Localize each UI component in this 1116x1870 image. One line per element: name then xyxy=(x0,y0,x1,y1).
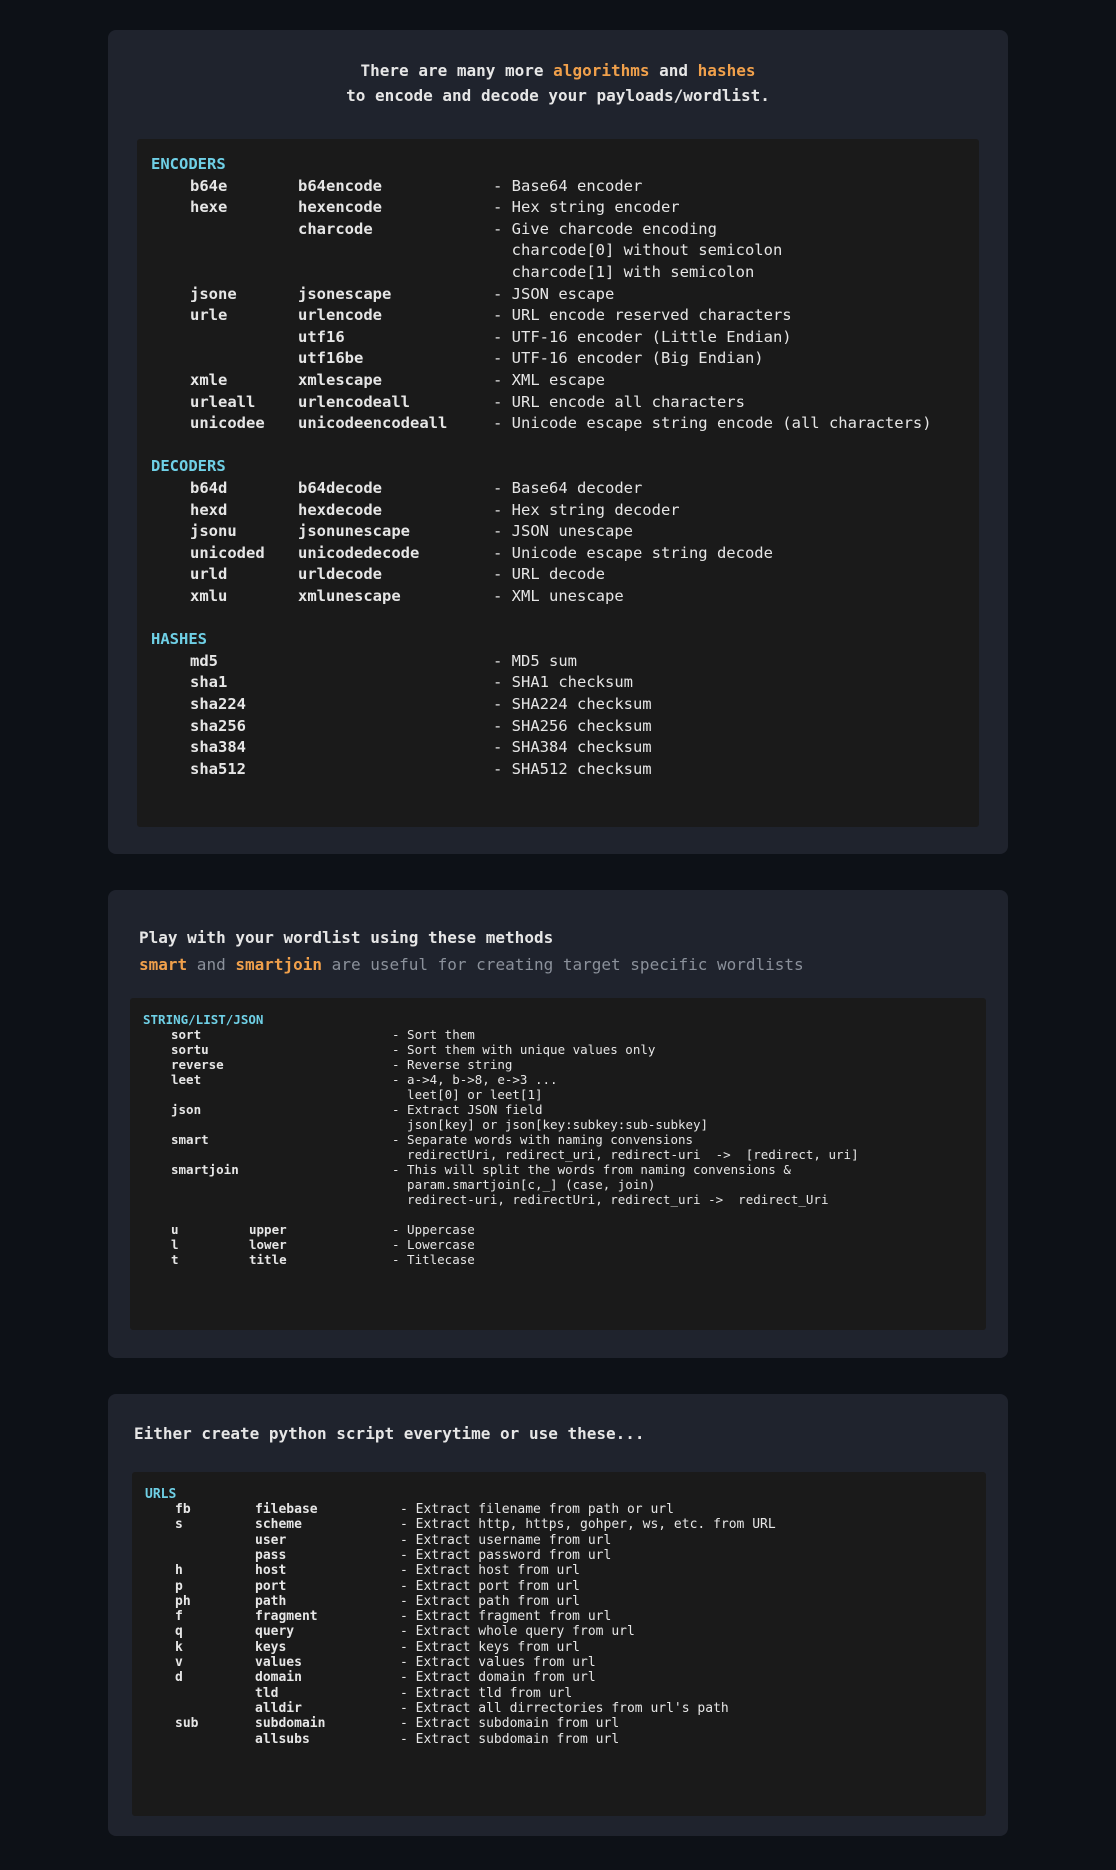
listing-description: - Extract values from url xyxy=(400,1655,596,1670)
listing-description: - UTF-16 encoder (Big Endian) xyxy=(493,349,764,368)
listing-alias: sha256 xyxy=(190,716,246,735)
listing-alias: sha1 xyxy=(190,673,228,692)
listing-description: - Extract domain from url xyxy=(400,1670,596,1686)
listing-description: - Extract fragment from url xyxy=(400,1609,612,1625)
listing-description: - URL encode reserved characters xyxy=(493,306,792,325)
intro-line-1 xyxy=(108,60,1008,82)
section-title: ENCODERS xyxy=(151,155,226,173)
listing-description: - Unicode escape string decode xyxy=(493,543,773,562)
listing-alias: v xyxy=(175,1655,183,1670)
listing-alias: b64d xyxy=(190,479,228,497)
listing-description: - SHA224 checksum xyxy=(493,695,652,713)
listing-alias: smartjoin xyxy=(171,1162,239,1177)
url-panel xyxy=(108,1394,1008,1836)
listing-method: port xyxy=(255,1578,287,1594)
listing-description: - MD5 sum xyxy=(493,651,577,670)
listing-alias: jsone xyxy=(190,284,237,303)
listing-description: - Unicode escape string encode (all characters) xyxy=(493,414,932,433)
listing-method: jsonunescape xyxy=(298,522,410,541)
listing-description: - Uppercase xyxy=(392,1222,475,1237)
section-title: URLS xyxy=(145,1487,177,1502)
listing-method: hexencode xyxy=(298,198,382,217)
listing-alias: sortu xyxy=(171,1042,209,1057)
listing-alias: unicoded xyxy=(190,543,265,562)
listing-method: title xyxy=(249,1252,287,1267)
listing-description: - Extract JSON field xyxy=(392,1102,543,1117)
listing-description: - Give charcode encoding xyxy=(493,219,717,238)
listing-description: - XML unescape xyxy=(493,587,624,605)
listing-description: - Extract subdomain from url xyxy=(400,1731,620,1747)
listing-alias: unicodee xyxy=(190,414,265,433)
listing-alias: jsonu xyxy=(190,522,237,541)
listing-description: - UTF-16 encoder (Little Endian) xyxy=(493,327,792,346)
listing-description: - Extract port from url xyxy=(400,1578,581,1594)
listing-description: - a->4, b->8, e->3 ... xyxy=(392,1072,558,1087)
listing-description: param.smartjoin[c,_] (case, join) xyxy=(392,1177,656,1192)
listing-description: - Lowercase xyxy=(392,1237,475,1252)
listing-alias: p xyxy=(175,1578,183,1594)
listing-description: - Hex string encoder xyxy=(493,198,680,217)
listing-alias: urld xyxy=(190,565,228,584)
listing-method: unicodedecode xyxy=(298,543,420,562)
listing-alias: ph xyxy=(175,1593,191,1609)
listing-description: redirectUri, redirect_uri, redirect-uri -> [redirect, uri] xyxy=(392,1147,859,1162)
encoders-panel xyxy=(108,30,1008,854)
listing-alias: h xyxy=(175,1563,183,1579)
wordlist-panel xyxy=(108,890,1008,1358)
listing-description: - Extract tld from url xyxy=(400,1685,573,1701)
listing-description: - Extract all dirrectories from url's path xyxy=(400,1700,729,1716)
listing-description: - Extract path from url xyxy=(400,1593,581,1609)
listing-method: alldir xyxy=(255,1700,302,1716)
subheading-text-d: are useful for creating target specific wordlists xyxy=(322,955,804,974)
listing-alias: sha512 xyxy=(190,759,246,778)
listing-description: - Extract keys from url xyxy=(400,1639,581,1655)
listing-description: - Extract filename from path or url xyxy=(400,1502,674,1517)
listing-description: - SHA512 checksum xyxy=(493,759,652,778)
listing-method: fragment xyxy=(255,1609,318,1625)
listing-alias: fb xyxy=(175,1502,191,1517)
algorithms-highlight: algorithms xyxy=(553,61,650,80)
listing-description: - URL encode all characters xyxy=(493,392,745,411)
listing-alias: sub xyxy=(175,1716,199,1732)
listing-description: leet[0] or leet[1] xyxy=(392,1087,543,1102)
intro-text-c: and xyxy=(649,61,698,80)
listing-description: - Extract password from url xyxy=(400,1547,612,1563)
listing-alias: xmle xyxy=(190,371,228,389)
listing-description: json[key] or json[key:subkey:sub-subkey] xyxy=(392,1117,709,1132)
listing-alias: l xyxy=(171,1237,179,1252)
encoders-code-block xyxy=(137,139,979,827)
listing-alias: xmlu xyxy=(190,587,228,605)
listing-alias: json xyxy=(171,1102,202,1117)
listing-description: - Titlecase xyxy=(392,1252,475,1267)
listing-method: values xyxy=(255,1655,302,1670)
listing-method: utf16be xyxy=(298,349,364,368)
listing-method: filebase xyxy=(255,1502,318,1517)
listing-method: urlencode xyxy=(298,306,382,325)
section-title: DECODERS xyxy=(151,457,226,476)
hashes-highlight: hashes xyxy=(697,61,756,80)
listing-alias: u xyxy=(171,1222,179,1237)
listing-method: upper xyxy=(249,1222,287,1237)
listing-method: urlencodeall xyxy=(298,392,410,411)
listing-method: lower xyxy=(249,1237,287,1252)
listing-method: path xyxy=(255,1593,287,1609)
listing-alias: sha224 xyxy=(190,695,246,713)
listing-method: xmlunescape xyxy=(298,587,401,605)
listing-alias: f xyxy=(175,1609,183,1625)
listing-method: domain xyxy=(255,1670,302,1686)
listing-alias: q xyxy=(175,1624,183,1640)
listing-description: charcode[1] with semicolon xyxy=(493,263,755,281)
listing-method: b64encode xyxy=(298,176,382,195)
listing-description: - XML escape xyxy=(493,371,605,389)
listing-alias: k xyxy=(175,1639,183,1655)
listing-description: - JSON unescape xyxy=(493,522,633,541)
listing-description: - Extract host from url xyxy=(400,1563,581,1579)
intro-line-2: to encode and decode your payloads/wordlist. xyxy=(346,86,770,105)
listing-description: - Separate words with naming convensions xyxy=(392,1132,694,1147)
listing-method: charcode xyxy=(298,219,373,238)
section-title: HASHES xyxy=(151,630,207,649)
smart-highlight: smart xyxy=(139,955,188,974)
listing-description: - Extract whole query from url xyxy=(400,1624,635,1640)
section-title: STRING/LIST/JSON xyxy=(143,1012,264,1027)
listing-method: b64decode xyxy=(298,479,382,497)
listing-alias: smart xyxy=(171,1132,209,1147)
listing-method: hexdecode xyxy=(298,500,382,519)
listing-method: user xyxy=(255,1532,287,1548)
url-code-block xyxy=(132,1472,986,1816)
listing-alias: leet xyxy=(171,1072,202,1087)
listing-method: allsubs xyxy=(255,1731,310,1747)
listing-method: pass xyxy=(255,1547,287,1563)
listing-description: - Reverse string xyxy=(392,1057,513,1072)
listing-description: - Base64 decoder xyxy=(493,479,643,497)
listing-alias: t xyxy=(171,1252,179,1267)
listing-alias: sort xyxy=(171,1027,202,1042)
listing-method: xmlescape xyxy=(298,371,382,389)
listing-description: - Extract subdomain from url xyxy=(400,1716,620,1732)
listing-alias: md5 xyxy=(190,651,218,670)
listing-description: - SHA1 checksum xyxy=(493,673,633,692)
listing-method: tld xyxy=(255,1685,279,1701)
listing-method: utf16 xyxy=(298,327,345,346)
url-heading: Either create python script everytime or use these... xyxy=(134,1424,645,1443)
listing-alias: urle xyxy=(190,306,228,325)
listing-description: - Sort them xyxy=(392,1027,475,1042)
listing-method: query xyxy=(255,1624,295,1640)
listing-method: jsonescape xyxy=(298,284,392,303)
listing-alias: hexd xyxy=(190,500,228,519)
listing-description: redirect-uri, redirectUri, redirect_uri -> redirect_Uri xyxy=(392,1192,829,1207)
url-listing xyxy=(132,1472,986,1816)
listing-description: - Extract http, https, gohper, ws, etc. from URL xyxy=(400,1517,776,1533)
encoders-listing xyxy=(137,139,979,827)
wordlist-subheading xyxy=(139,954,804,976)
listing-method: scheme xyxy=(255,1517,302,1533)
listing-description: - SHA384 checksum xyxy=(493,738,652,757)
listing-description: - This will split the words from naming convensions & xyxy=(392,1162,791,1177)
listing-description: - JSON escape xyxy=(493,284,615,303)
listing-description: charcode[0] without semicolon xyxy=(493,241,783,260)
listing-alias: sha384 xyxy=(190,738,246,757)
listing-alias: s xyxy=(175,1517,183,1533)
listing-description: - Hex string decoder xyxy=(493,500,680,519)
listing-description: - Sort them with unique values only xyxy=(392,1042,656,1057)
intro-text-a: There are many more xyxy=(360,61,554,80)
listing-method: subdomain xyxy=(255,1716,326,1732)
listing-alias: reverse xyxy=(171,1057,224,1072)
listing-alias: d xyxy=(175,1670,183,1686)
listing-description: - Base64 encoder xyxy=(493,176,643,195)
wordlist-heading: Play with your wordlist using these methods xyxy=(139,928,554,947)
smartjoin-highlight: smartjoin xyxy=(235,955,323,974)
listing-method: urldecode xyxy=(298,565,382,584)
listing-description: - URL decode xyxy=(493,565,605,584)
listing-method: host xyxy=(255,1563,287,1579)
wordlist-listing xyxy=(130,998,986,1330)
listing-alias: b64e xyxy=(190,176,228,195)
listing-alias: urleall xyxy=(190,392,256,411)
listing-method: unicodeencodeall xyxy=(298,414,448,433)
wordlist-code-block xyxy=(130,998,986,1330)
listing-alias: hexe xyxy=(190,198,228,217)
listing-method: keys xyxy=(255,1639,287,1655)
subheading-text-b: and xyxy=(187,955,236,974)
listing-description: - Extract username from url xyxy=(400,1532,612,1548)
listing-description: - SHA256 checksum xyxy=(493,716,652,735)
